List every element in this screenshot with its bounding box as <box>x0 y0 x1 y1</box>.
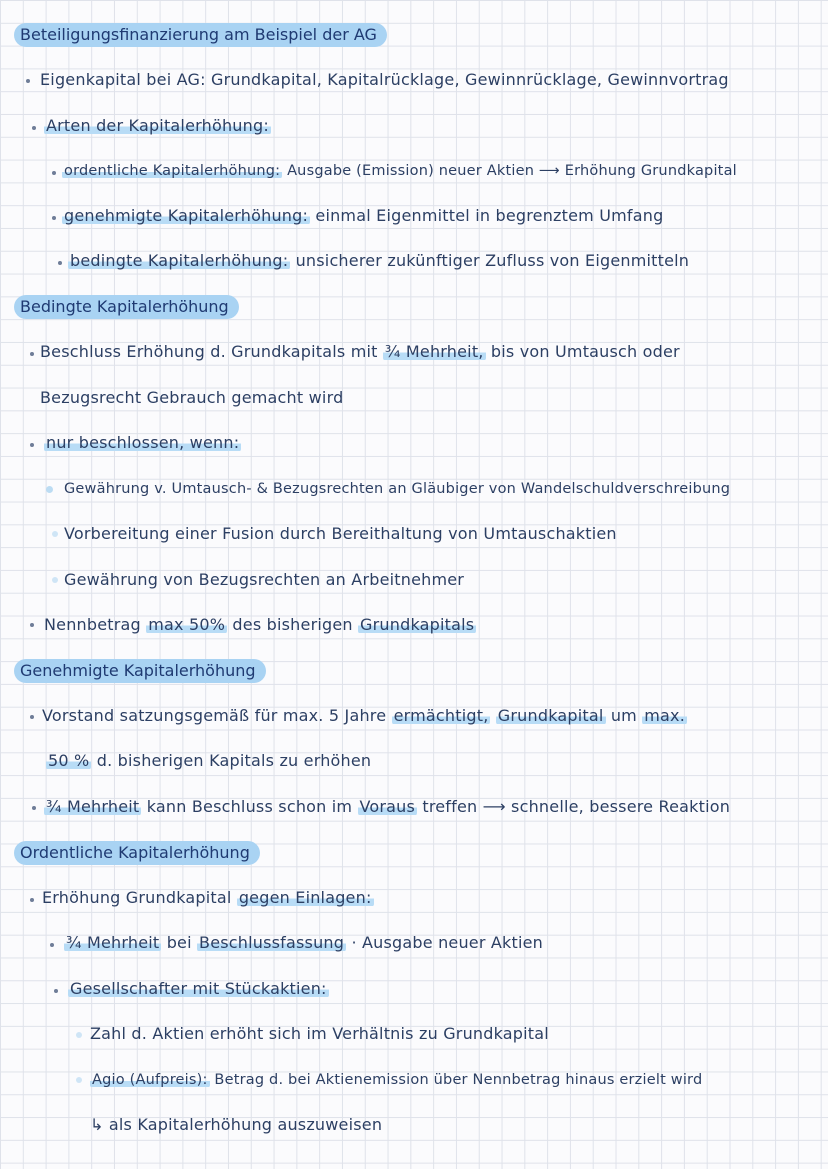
line-zahl-aktien <box>90 1023 549 1045</box>
line-eigenkapital <box>40 69 729 91</box>
bullet-dot <box>76 1032 82 1038</box>
bullet-dot <box>26 79 30 83</box>
line-nur-beschlossen <box>44 432 241 454</box>
text-ermaechtigt: ermächtigt, <box>393 706 489 725</box>
line-arbeitnehmer <box>64 569 464 591</box>
text-agio-definition: Betrag d. bei Aktienemission über Nennbetrag hinaus erzielt wird <box>214 1072 703 1088</box>
line-bedingte <box>68 250 689 272</box>
text-dreiviertel-mehrheit-2: ¾ Mehrheit <box>46 797 140 816</box>
text-nur-beschlossen: nur beschlossen, wenn: <box>46 433 240 452</box>
text-max-50: max 50% <box>148 615 226 634</box>
bullet-dot <box>30 898 34 902</box>
label-ordentliche: ordentliche Kapitalerhöhung: <box>64 163 281 179</box>
text-beschluss: Beschluss Erhöhung d. Grundkapitals mit <box>40 342 378 361</box>
bullet-dot <box>52 577 58 583</box>
text-kann-beschluss: kann Beschluss schon im <box>146 797 353 816</box>
text-bedingte: unsicherer zukünftiger Zufluss von Eigenmitteln <box>295 251 690 270</box>
text-fusion: Vorbereitung einer Fusion durch Bereithaltung von Umtauschaktien <box>64 524 617 543</box>
line-fusion <box>64 523 617 545</box>
text-agio: Agio (Aufpreis): <box>92 1072 208 1088</box>
text-max: max. <box>644 706 685 725</box>
text-50-prozent: 50 % <box>48 751 90 770</box>
text-eigenkapital-parts: Grundkapital, Kapitalrücklage, Gewinnrücklage, Gewinnvortrag <box>210 70 729 89</box>
bullet-dot <box>52 216 56 220</box>
line-kapitalerhoehung-ausweisen <box>90 1114 382 1136</box>
text-umtausch: bis von Umtausch oder <box>490 342 680 361</box>
bullet-dot <box>32 126 36 130</box>
text-ausgabe-aktien: · Ausgabe neuer Aktien <box>351 933 544 952</box>
line-erhoehung-grundkapital <box>42 887 374 909</box>
text-beschlussfassung: Beschlussfassung <box>199 933 345 952</box>
text-zahl-aktien: Zahl d. Aktien erhöht sich im Verhältnis zu Grundkapital <box>90 1024 549 1043</box>
label-genehmigte: genehmigte Kapitalerhöhung: <box>64 206 309 225</box>
text-vorstand: Vorstand satzungsgemäß für max. 5 Jahre <box>42 706 387 725</box>
bullet-dot <box>58 261 62 265</box>
bullet-dot <box>32 806 36 810</box>
text-des-bisherigen: des bisherigen <box>232 615 353 634</box>
line-beschluss <box>40 341 680 363</box>
text-dreiviertel-mehrheit: ¾ Mehrheit, <box>384 342 484 361</box>
text-kapitalerhoehung-ausweisen: ↳ als Kapitalerhöhung auszuweisen <box>90 1115 383 1134</box>
text-nennbetrag: Nennbetrag <box>44 615 141 634</box>
bullet-dot <box>30 352 34 356</box>
text-dreiviertel-mehrheit-3: ¾ Mehrheit <box>66 933 160 952</box>
bullet-dot <box>52 531 58 537</box>
text-gegen-einlagen: gegen Einlagen: <box>238 888 372 907</box>
bullet-dot <box>30 623 34 627</box>
text-genehmigte: einmal Eigenmittel in begrenztem Umfang <box>315 206 664 225</box>
text-grundkapitals: Grundkapitals <box>360 615 475 634</box>
line-beschlussfassung <box>64 932 543 954</box>
text-reaktion: treffen ⟶ schnelle, bessere Reaktion <box>422 797 731 816</box>
bullet-dot <box>54 989 58 993</box>
bullet-dot <box>52 171 56 175</box>
text-grundkapital: Grundkapital <box>497 706 604 725</box>
text-kapitals: Kapitals <box>209 751 275 770</box>
line-bezugsrecht <box>40 387 343 409</box>
text-zu-erhoehen: zu erhöhen <box>279 751 372 770</box>
line-ordentliche <box>62 160 737 182</box>
bullet-dot <box>30 715 34 719</box>
text-um: um <box>610 706 637 725</box>
text-voraus: Voraus <box>359 797 416 816</box>
line-nennbetrag <box>44 614 476 636</box>
bullet-dot <box>30 443 34 447</box>
line-voraus <box>44 796 730 818</box>
text-ordentliche: Ausgabe (Emission) neuer Aktien ⟶ Erhöhung Grundkapital <box>287 163 737 179</box>
line-genehmigte <box>62 205 663 227</box>
text-gewaehrung-umtausch: Gewährung v. Umtausch- & Bezugsrechten an Gläubiger von Wandelschuldverschreibung <box>64 481 731 497</box>
text-bei: bei <box>166 933 192 952</box>
heading-bedingte-kapitalerhoehung: Bedingte Kapitalerhöhung <box>14 295 239 319</box>
line-agio <box>90 1069 702 1091</box>
text-erhoehung-grundkapital: Erhöhung Grundkapital <box>42 888 232 907</box>
bullet-dot <box>76 1077 82 1083</box>
line-50-prozent <box>46 750 371 772</box>
label-eigenkapital: Eigenkapital bei AG: <box>40 70 206 89</box>
text-d-bisherigen: d. bisherigen <box>96 751 204 770</box>
line-arten <box>44 115 271 137</box>
label-arten: Arten der Kapitalerhöhung: <box>46 116 269 135</box>
text-bezugsrecht: Bezugsrecht Gebrauch gemacht wird <box>40 388 344 407</box>
line-gesellschafter <box>68 978 329 1000</box>
bullet-dot <box>50 943 54 947</box>
text-gesellschafter: Gesellschafter mit Stückaktien: <box>70 979 327 998</box>
line-gewaehrung-umtausch <box>64 478 730 500</box>
heading-beteiligungsfinanzierung: Beteiligungsfinanzierung am Beispiel der AG <box>14 23 387 47</box>
bullet-dot <box>46 486 53 493</box>
heading-genehmigte-kapitalerhoehung: Genehmigte Kapitalerhöhung <box>14 659 266 683</box>
text-arbeitnehmer: Gewährung von Bezugsrechten an Arbeitnehmer <box>64 570 465 589</box>
heading-ordentliche-kapitalerhoehung: Ordentliche Kapitalerhöhung <box>14 841 260 865</box>
label-bedingte: bedingte Kapitalerhöhung: <box>70 251 289 270</box>
line-vorstand <box>42 705 687 727</box>
